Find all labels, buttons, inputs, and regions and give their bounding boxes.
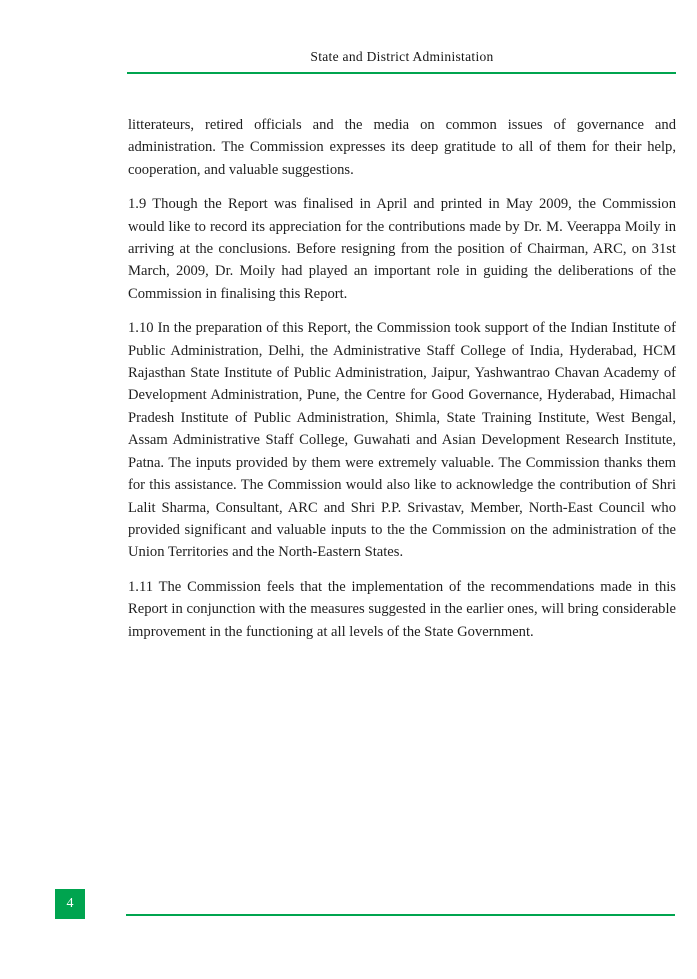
paragraph-1-11: 1.11 The Commission feels that the implementation of the recommendations made in this Report in conjunction with the measures suggested in the earlier ones, will bring considerable improvement in the functioning at all levels of the State Government. <box>128 578 676 640</box>
running-header-title: State and District Administation <box>310 49 494 64</box>
document-body <box>128 114 676 655</box>
paragraph-1-9: 1.9 Though the Report was finalised in April and printed in May 2009, the Commission would like to record its appreciation for the contributions made by Dr. M. Veerappa Moily in arriving at the conclusions. Before resigning from the position of Chairman, ARC, on 31st March, 2009, Dr. Moily had played an important role in guiding the deliberations of the Commission in finalising this Report. <box>128 196 676 302</box>
page-number-badge: 4 <box>55 889 85 919</box>
paragraph-continuation: litterateurs, retired officials and the media on common issues of governance and administration. The Commission expresses its deep gratitude to all of them for their help, cooperation, and valuable suggestions. <box>128 117 676 178</box>
footer-rule <box>126 914 675 916</box>
paragraph-1-10: 1.10 In the preparation of this Report, the Commission took support of the Indian Institute of Public Administration, Delhi, the Administrative Staff College of India, Hyderabad, HCM Rajasthan State Institute of Public Administration, Jaipur, Yashwantrao Chavan Academy of Development Administration, Pune, the Centre for Good Governance, Hyderabad, Himachal Pradesh Institute of Public Administration, Shimla, State Training Institute, West Bengal, Assam Administrative Staff College, Guwahati and Asian Development Research Institute, Patna. The inputs provided by them were extremely valuable. The Commission thanks them for this assistance. The Commission would also like to acknowledge the contribution of Shri Lalit Sharma, Consultant, ARC and Shri P.P. Srivastav, Member, North-East Council who provided significant and valuable inputs to the the Commission on the administration of the Union Territories and the North-Eastern States. <box>128 320 676 561</box>
header-rule <box>127 72 676 74</box>
